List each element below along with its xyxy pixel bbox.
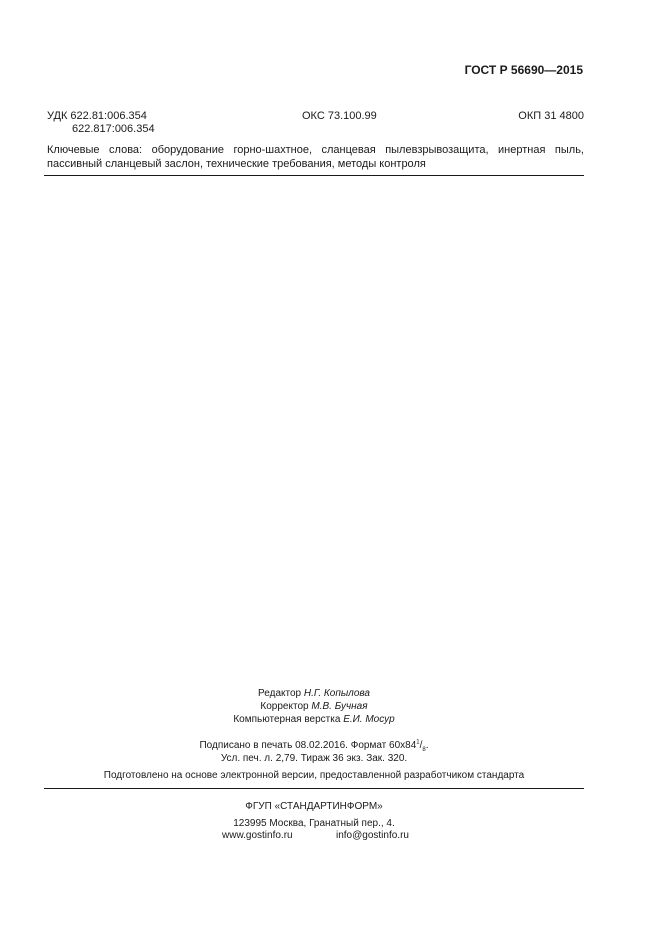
format-end: . <box>425 740 429 751</box>
format-sup: 1 <box>416 739 420 746</box>
format-sub: 8 <box>422 747 426 753</box>
layout-line <box>44 714 584 725</box>
layout-name: Е.И. Мосур <box>343 714 395 725</box>
layout-label: Компьютерная верстка <box>233 714 344 725</box>
website-link[interactable]: www.gostinfo.ru <box>222 830 293 841</box>
signed-text: Подписано в печать 08.02.2016. Формат 60х84 <box>199 740 417 751</box>
email-link[interactable]: info@gostinfo.ru <box>336 830 409 841</box>
editor-label: Редактор <box>258 688 304 699</box>
editor-name: Н.Г. Копылова <box>303 688 370 699</box>
divider-bottom <box>44 788 584 789</box>
keywords: Ключевые слова: оборудование горно-шахтное, сланцевая пылевзрывозащита, инертная пыль, пассивный сланцевый заслон, технические требования, методы контроля <box>47 144 584 170</box>
okp-code: ОКП 31 4800 <box>518 110 584 122</box>
corrector-line <box>44 701 584 712</box>
prepared-note: Подготовлено на основе электронной версии, предоставленной разработчиком стандарта <box>103 770 525 781</box>
corrector-name: М.В. Бучная <box>311 701 368 712</box>
publisher-contacts <box>0 830 661 844</box>
udk-code-2: 622.817:006.354 <box>72 123 155 135</box>
divider-top <box>44 175 584 176</box>
corrector-label: Корректор <box>260 701 312 712</box>
udk-code: УДК 622.81:006.354 <box>47 110 147 122</box>
signed-line: Подписано в печать 08.02.2016. Формат $60х84^1/_8$. <box>199 739 429 753</box>
editor-line <box>44 688 584 699</box>
print-info: Усл. печ. л. 2,79. Тираж 36 экз. Зак. 320. <box>220 753 408 764</box>
publisher-address: 123995 Москва, Гранатный пер., 4. <box>233 818 395 829</box>
oks-code: ОКС 73.100.99 <box>302 110 377 122</box>
standard-code: ГОСТ Р 56690—2015 <box>464 63 583 77</box>
publisher-name: ФГУП «СТАНДАРТИНФОРМ» <box>245 801 383 812</box>
